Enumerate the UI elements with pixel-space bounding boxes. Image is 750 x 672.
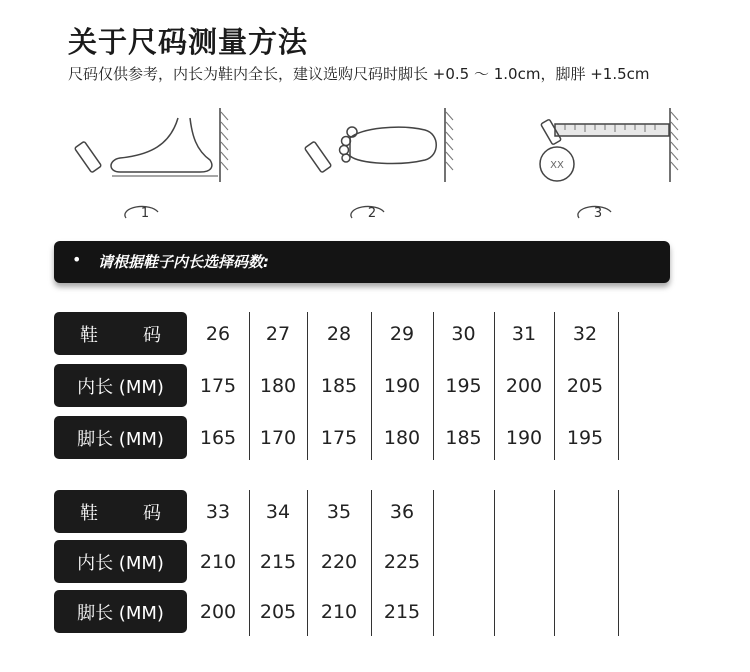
size-table-1 (54, 312, 624, 462)
size-cell: 36 (389, 500, 415, 523)
foot-length-cell: 185 (445, 426, 482, 449)
size-note: 尺码仅供参考，内长为鞋内全长，建议选购尺码时脚长 +0.5 ～ 1.0cm，脚胖 +1.5cm (68, 65, 650, 83)
inner-length-header: 内长 (MM) (54, 540, 187, 583)
inner-length-cell: 200 (505, 374, 543, 397)
column-divider (494, 312, 495, 460)
foot-top-illustration (304, 108, 453, 182)
inner-length-cell: 225 (383, 550, 421, 573)
step-1-number: 1 (140, 206, 150, 221)
inner-length-cell: 190 (383, 374, 421, 397)
inner-length-header: 内长 (MM) (54, 364, 187, 407)
foot-length-cell: 180 (383, 426, 421, 449)
size-cell: 28 (326, 322, 352, 345)
foot-length-cell: 175 (320, 426, 358, 449)
column-divider (307, 312, 308, 460)
column-divider (618, 312, 619, 460)
column-divider (371, 312, 372, 460)
foot-length-cell: 200 (199, 600, 237, 623)
inner-length-cell: 195 (445, 374, 482, 397)
foot-length-cell: 165 (199, 426, 237, 449)
inner-length-cell: 175 (199, 374, 237, 397)
size-cell: 30 (451, 322, 476, 345)
size-cell: 35 (326, 500, 352, 523)
page-title: 关于尺码测量方法 (68, 25, 309, 59)
foot-length-header: 脚长 (MM) (54, 590, 187, 633)
size-cell: 27 (265, 322, 291, 345)
foot-length-cell: 215 (383, 600, 421, 623)
foot-length-cell: 190 (505, 426, 543, 449)
size-cell: 29 (389, 322, 415, 345)
instruction-text: 请根据鞋子内长选择码数: (98, 253, 269, 271)
measurement-illustrations (0, 100, 750, 225)
inner-length-cell (494, 540, 554, 583)
header-char: 鞋 (80, 324, 98, 346)
foot-length-cell (494, 590, 554, 633)
foot-length-cell: 210 (320, 600, 358, 623)
shoe-size-header (54, 312, 187, 355)
inner-length-cell (554, 540, 616, 583)
inner-length-cell: 180 (259, 374, 297, 397)
size-cell: 34 (265, 500, 291, 523)
foot-length-row (54, 590, 624, 633)
foot-length-cell: 205 (259, 600, 297, 623)
inner-length-cell: 185 (320, 374, 358, 397)
step-3-number: 3 (593, 206, 603, 221)
header-char: 鞋 (80, 502, 98, 524)
inner-length-cell (433, 540, 494, 583)
foot-length-cell (433, 590, 494, 633)
ruler-mark-label: XX (550, 160, 564, 171)
foot-length-cell: 170 (259, 426, 297, 449)
bullet-icon: • (72, 250, 82, 269)
inner-length-cell: 205 (566, 374, 604, 397)
column-divider (249, 490, 250, 636)
inner-length-cell: 215 (259, 550, 297, 573)
column-divider (371, 490, 372, 636)
shoe-size-row (54, 312, 624, 355)
foot-length-row (54, 416, 624, 459)
step-2-number: 2 (367, 206, 377, 221)
shoe-size-row (54, 490, 624, 533)
size-cell: 26 (205, 322, 231, 345)
column-divider (618, 490, 619, 636)
column-divider (307, 490, 308, 636)
header-char: 码 (143, 502, 161, 524)
size-cell (433, 490, 494, 533)
size-cell (554, 490, 616, 533)
column-divider (554, 312, 555, 460)
column-divider (554, 490, 555, 636)
size-cell: 33 (205, 500, 231, 523)
foot-side-illustration (74, 108, 228, 182)
column-divider (433, 490, 434, 636)
foot-length-header: 脚长 (MM) (54, 416, 187, 459)
size-cell (494, 490, 554, 533)
column-divider (494, 490, 495, 636)
foot-length-cell: 195 (566, 426, 604, 449)
size-cell: 31 (511, 322, 537, 345)
inner-length-cell: 210 (199, 550, 237, 573)
header-char: 码 (143, 324, 161, 346)
inner-length-cell: 220 (320, 550, 358, 573)
size-cell: 32 (572, 322, 598, 345)
instruction-banner (54, 241, 670, 283)
size-table-2 (54, 490, 624, 640)
foot-length-cell (554, 590, 616, 633)
column-divider (249, 312, 250, 460)
inner-length-row (54, 364, 624, 407)
column-divider (433, 312, 434, 460)
inner-length-row (54, 540, 624, 583)
shoe-size-header (54, 490, 187, 533)
